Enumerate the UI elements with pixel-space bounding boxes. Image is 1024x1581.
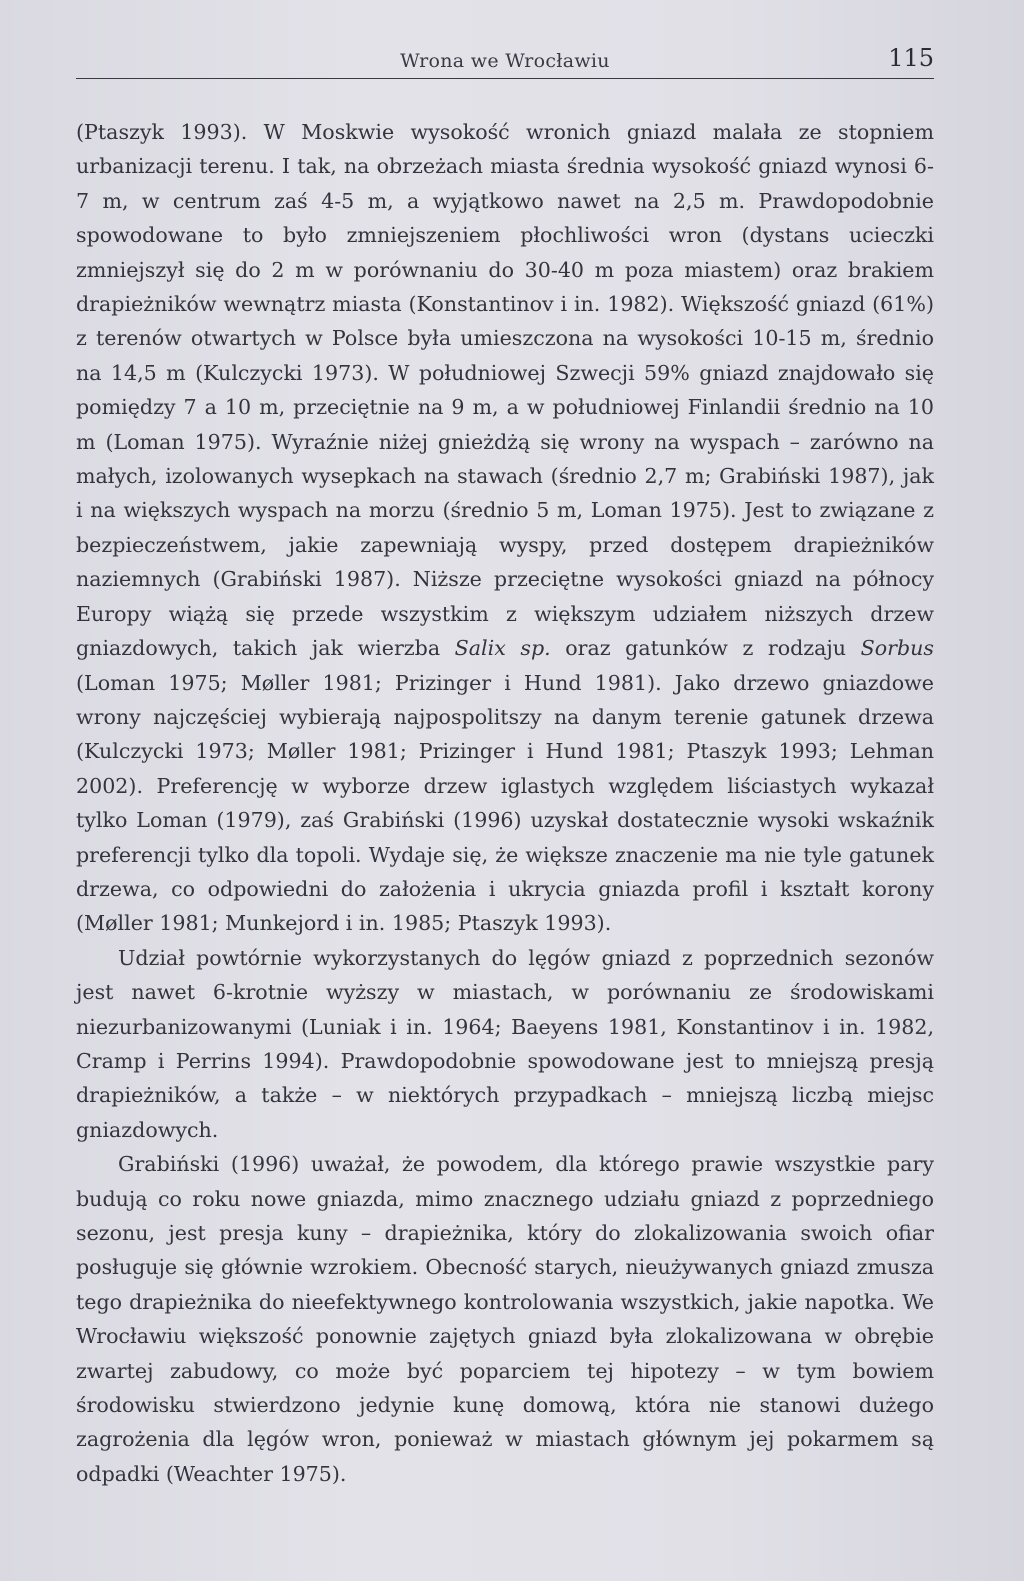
species-name: Salix sp. [454, 636, 551, 661]
text-run: (Loman 1975; Møller 1981; Prizinger i Hund 1981). Jako drzewo gniazdowe wrony najczęściej wybierają najpospolitszy na danym terenie gatunek drzewa (Kulczycki 1973; Møller 1981; Prizinger i Hund 1981; Ptaszyk 1993; Lehman 2002). Preferencję w wyborze drzew iglastych względem liściastych wykazał tylko Loman (1979), zaś Grabiński (1996) uzyskał dostatecznie wysoki wskaźnik preferencji tylko dla topoli. Wydaje się, że większe znaczenie ma nie tyle gatunek drzewa, co odpowiedni do założenia i ukrycia gniazda profil i kształt korony (Møller 1981; Munkejord i in. 1985; Ptaszyk 1993). [76, 670, 934, 936]
text-run: (Ptaszyk 1993). W Moskwie wysokość wronich gniazd malała ze stopniem urbanizacji terenu. I tak, na obrzeżach miasta średnia wysokość gniazd wynosi 6-7 m, w centrum zaś 4-5 m, a wyjątkowo nawet na 2,5 m. Prawdopodobnie spowodowane to było zmniejszeniem płochliwości wron (dystans ucieczki zmniejszył się do 2 m w porównaniu do 30-40 m poza miastem) oraz brakiem drapieżników wewnątrz miasta (Konstantinov i in. 1982). Większość gniazd (61%) z terenów otwartych w Polsce była umieszczona na wysokości 10-15 m, średnio na 14,5 m (Kulczycki 1973). W południowej Szwecji 59% gniazd znajdowało się pomiędzy 7 a 10 m, przeciętnie na 9 m, a w południowej Finlandii średnio na 10 m (Loman 1975). Wyraźnie niżej gnieżdżą się wrony na wyspach – zarówno na małych, izolowanych wysepkach na stawach (średnio 2,7 m; Grabiński 1987), jak i na większych wyspach na morzu (średnio 5 m, Loman 1975). Jest to związane z bezpieczeństwem, jakie zapewniają wyspy, przed dostępem drapieżników naziemnych (Grabiński 1987). Niższe przeciętne wysokości gniazd na północy Europy wiążą się przede wszystkim z większym udziałem niższych drzew gniazdowych, takich jak wierzba [76, 120, 934, 661]
body-text [76, 115, 934, 1491]
paragraph-3: Grabiński (1996) uważał, że powodem, dla którego prawie wszystkie pary budują co roku nowe gniazda, mimo znacznego udziału gniazd z poprzedniego sezonu, jest presja kuny – drapieżnika, który do zlokalizowania swoich ofiar posługuje się głównie wzrokiem. Obecność starych, nieużywanych gniazd zmusza tego drapieżnika do nieefektywnego kontrolowania wszystkich, jakie napotka. We Wrocławiu większość ponownie zajętych gniazd była zlokalizowana w obrębie zwartej zabudowy, co może być poparciem tej hipotezy – w tym bowiem środowisku stwierdzono jedynie kunę domową, która nie stanowi dużego zagrożenia dla lęgów wron, ponieważ w miastach głównym jej pokarmem są odpadki (Weachter 1975). [76, 1152, 934, 1486]
running-title: Wrona we Wrocławiu [400, 50, 610, 72]
running-header [76, 44, 934, 79]
text-run: oraz gatunków z rodzaju [550, 636, 861, 661]
paragraph-1 [76, 115, 934, 941]
genus-name: Sorbus [860, 636, 934, 661]
page-number: 115 [888, 44, 934, 72]
paragraph-2: Udział powtórnie wykorzystanych do lęgów gniazd z poprzednich sezonów jest nawet 6-krotnie wyższy w miastach, w porównaniu ze środowiskami niezurbanizowanymi (Luniak i in. 1964; Baeyens 1981, Konstantinov i in. 1982, Cramp i Perrins 1994). Prawdopodobnie spowodowane jest to mniejszą presją drapieżników, a także – w niektórych przypadkach – mniejszą liczbą miejsc gniazdowych. [76, 945, 934, 1142]
